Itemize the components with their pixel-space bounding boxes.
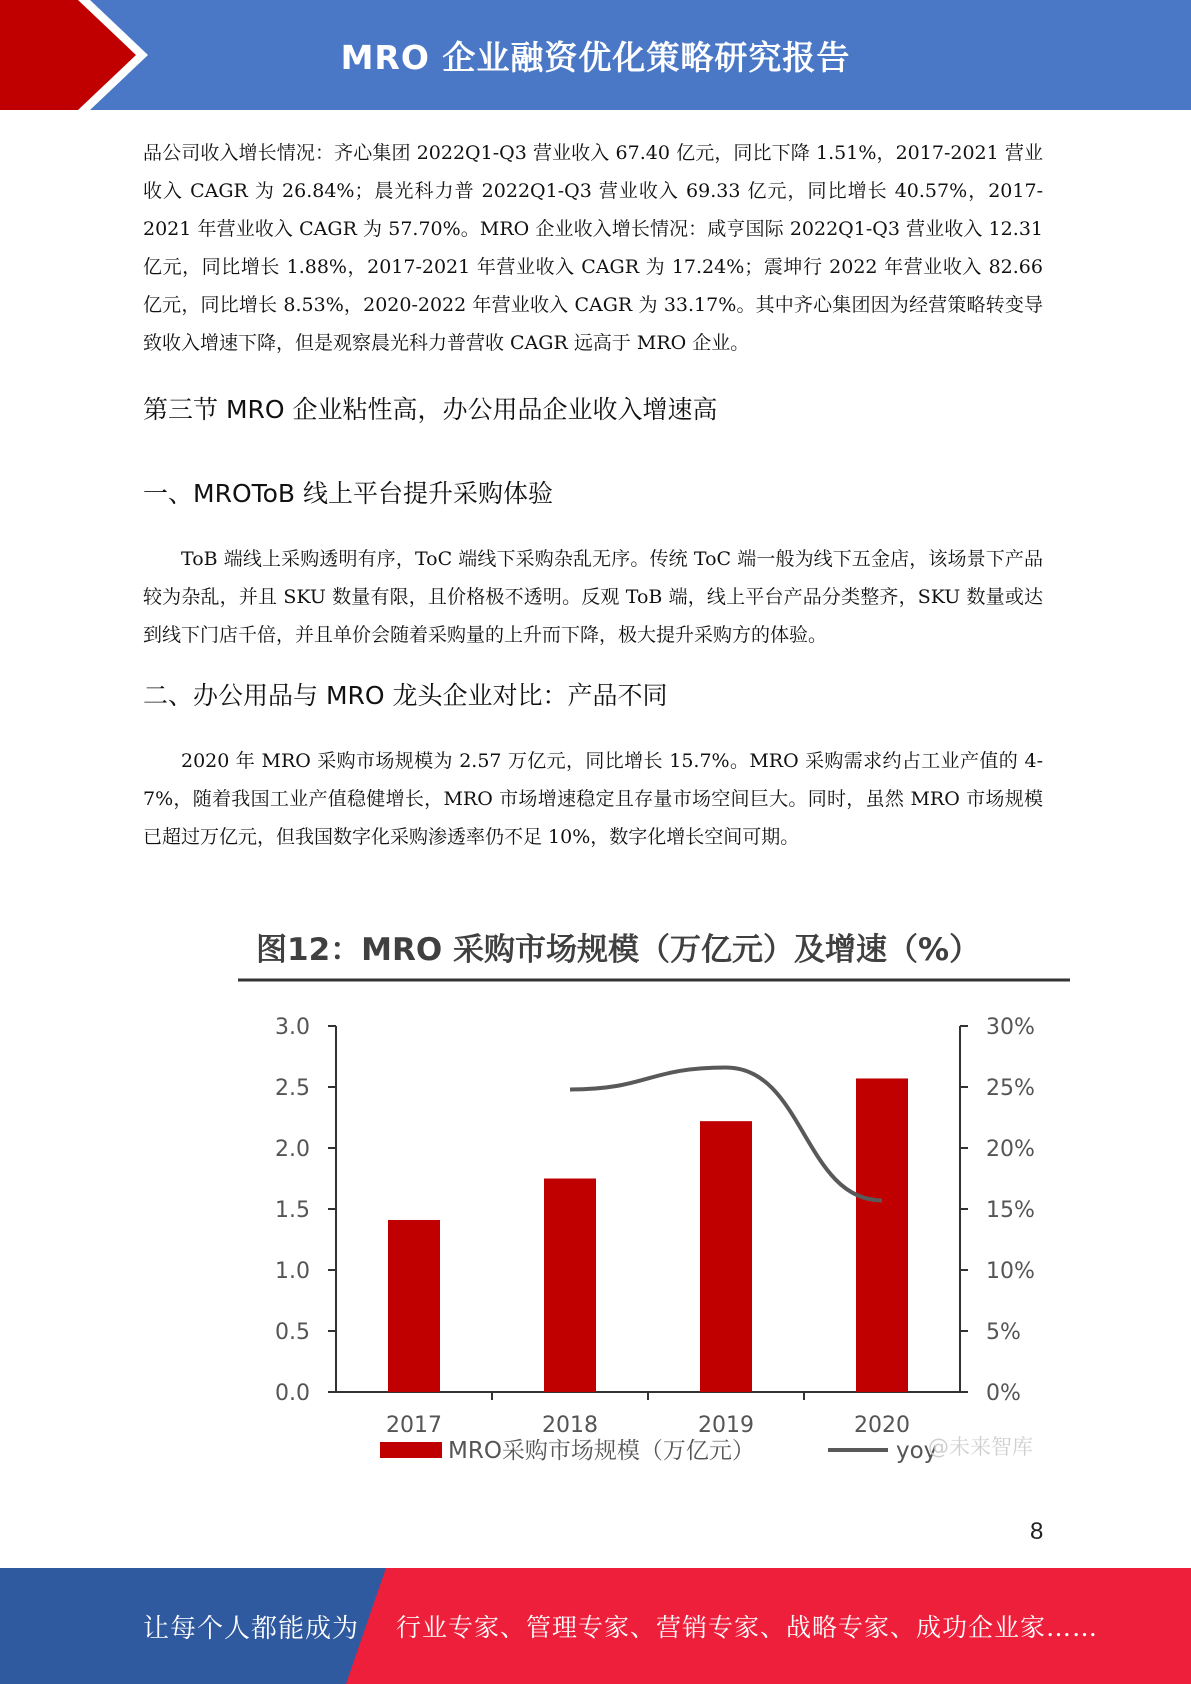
subsection-heading-2: 二、办公用品与 MRO 龙头企业对比：产品不同 (143, 681, 668, 710)
y-left-tick-label: 2.0 (275, 1137, 310, 1162)
y-left-tick-label: 2.5 (275, 1076, 310, 1101)
footer-slogan-right: 行业专家、管理专家、营销专家、战略专家、成功企业家…… (396, 1613, 1099, 1642)
subsection-heading-1: 一、MROToB 线上平台提升采购体验 (143, 479, 554, 508)
y-left-tick-label: 3.0 (275, 1015, 310, 1040)
y-left-tick-label: 0.5 (275, 1320, 310, 1345)
legend-bar-label: MRO采购市场规模（万亿元） (448, 1438, 755, 1464)
y-right-tick-label: 30% (986, 1015, 1035, 1040)
watermark-text: @未来智库 (928, 1435, 1033, 1459)
y-left-tick-label: 1.0 (275, 1259, 310, 1284)
legend-bar-swatch (380, 1442, 442, 1458)
y-right-tick-label: 0% (986, 1381, 1021, 1406)
y-left-tick-label: 1.5 (275, 1198, 310, 1223)
bar-2019 (700, 1121, 752, 1392)
page-header (0, 0, 1191, 110)
section-heading-3: 第三节 MRO 企业粘性高，办公用品企业收入增速高 (143, 395, 718, 424)
x-tick-label: 2017 (386, 1413, 442, 1438)
page-footer (0, 1568, 1191, 1684)
bar-2017 (388, 1220, 440, 1392)
page-content (143, 134, 1043, 856)
x-tick-label: 2020 (854, 1413, 910, 1438)
bar-2020 (856, 1078, 908, 1392)
paragraph-tob-experience: ToB 端线上采购透明有序，ToC 端线下采购杂乱无序。传统 ToC 端一般为线下五金店，该场景下产品较为杂乱，并且 SKU 数量有限，且价格极不透明。反观 ToB 端，线上平台产品分类整齐，SKU 数量或达到线下门店千倍，并且单价会随着采购量的上升而下降，极大提升采购方的体验。 (143, 548, 1043, 646)
y-right-tick-label: 20% (986, 1137, 1035, 1162)
bar-2018 (544, 1179, 596, 1393)
chart-svg (236, 930, 1076, 1480)
chart-title: 图12：MRO 采购市场规模（万亿元）及增速（%） (256, 932, 981, 968)
document-title: MRO 企业融资优化策略研究报告 (340, 37, 851, 77)
y-right-tick-label: 10% (986, 1259, 1035, 1284)
paragraph-revenue-growth: 品公司收入增长情况：齐心集团 2022Q1-Q3 营业收入 67.40 亿元，同比下降 1.51%，2017-2021 营业收入 CAGR 为 26.84%；晨光科力普 2022Q1-Q3 营业收入 69.33 亿元，同比增长 40.57%，2017-2021 年营业收入 CAGR 为 57.70%。MRO 企业收入增长情况：咸亨国际 2022Q1-Q3 营业收入 12.31 亿元，同比增长 1.88%，2017-2021 年营业收入 CAGR 为 17.24%；震坤行 2022 年营业收入 82.66 亿元，同比增长 8.53%，2020-2022 年营业收入 CAGR 为 33.17%。其中齐心集团因为经营策略转变导致收入增速下降，但是观察晨光科力普营收 CAGR 远高于 MRO 企业。 (143, 142, 1043, 354)
y-right-tick-label: 5% (986, 1320, 1021, 1345)
chart-figure-12 (236, 930, 1076, 1480)
legend-line-label: yoy (896, 1438, 938, 1464)
x-tick-label: 2019 (698, 1413, 754, 1438)
page-number: 8 (1030, 1518, 1044, 1545)
x-tick-label: 2018 (542, 1413, 598, 1438)
y-right-tick-label: 25% (986, 1076, 1035, 1101)
footer-slogan-left: 让每个人都能成为 (143, 1613, 360, 1644)
y-right-tick-label: 15% (986, 1198, 1035, 1223)
y-left-tick-label: 0.0 (275, 1381, 310, 1406)
paragraph-market-size: 2020 年 MRO 采购市场规模为 2.57 万亿元，同比增长 15.7%。MRO 采购需求约占工业产值的 4-7%，随着我国工业产值稳健增长，MRO 市场增速稳定且存量市场空间巨大。同时，虽然 MRO 市场规模已超过万亿元，但我国数字化采购渗透率仍不足 10%，数字化增长空间可期。 (143, 750, 1043, 848)
